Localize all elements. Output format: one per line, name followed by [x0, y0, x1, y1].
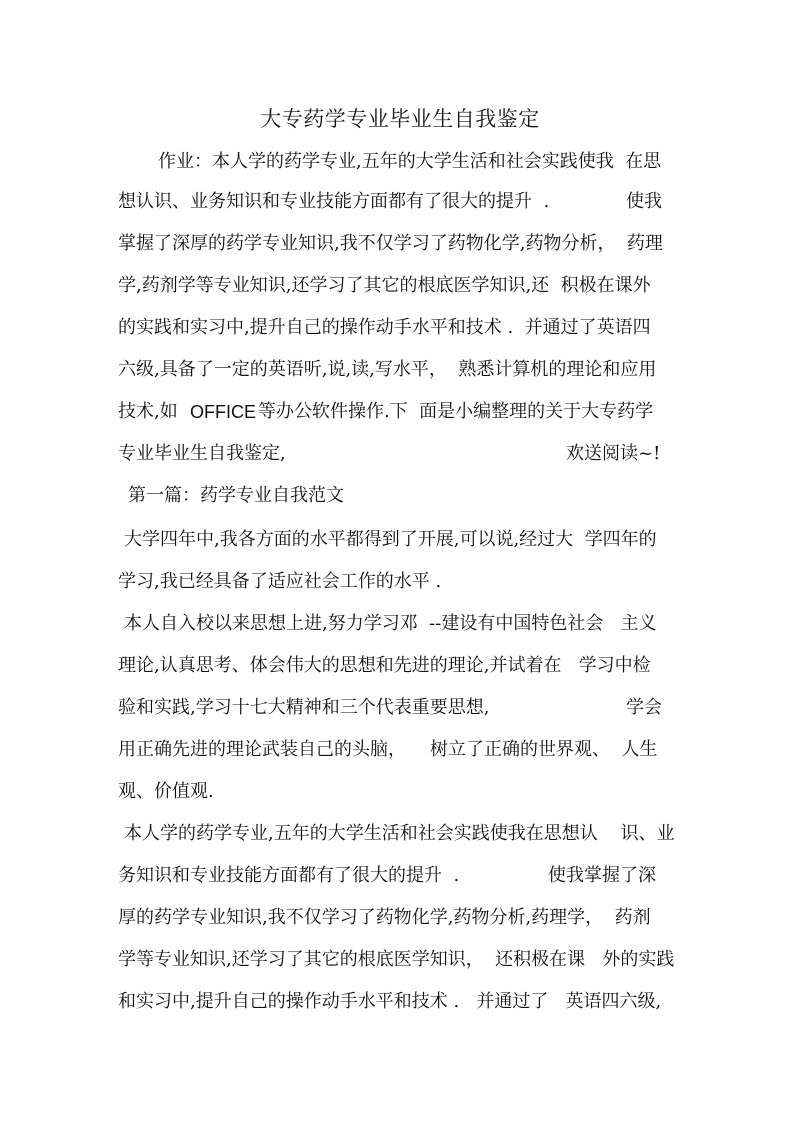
paragraph-line: 欢送阅读~! — [566, 443, 661, 464]
paragraph-line: 六级,具备了一定的英语听,说,读,写水平， 熟悉计算机的理论和应用 — [118, 359, 657, 380]
section-heading: 第一篇：药学专业自我范文 — [128, 485, 344, 506]
paragraph-line: 本人自入校以来思想上进,努力学习邓 --建设有中国特色社会 主义 — [124, 613, 657, 634]
paragraph-line: 作业：本人学的药学专业,五年的大学生活和社会实践使我 在思 — [158, 151, 662, 172]
paragraph-line: 掌握了深厚的药学专业知识,我不仅学习了药物化学,药物分析， 药理 — [118, 233, 663, 254]
paragraph-line: 使我 — [626, 191, 662, 212]
paragraph-line: 学会 — [626, 697, 662, 718]
paragraph-line: 验和实践,学习十七大精神和三个代表重要思想, — [118, 697, 490, 718]
paragraph-line: 和实习中,提升自己的操作动手水平和技术 . 并通过了 英语四六级, — [118, 991, 662, 1012]
paragraph-line: 技术,如 — [118, 401, 178, 422]
paragraph-line: 想认识、业务知识和专业技能方面都有了很大的提升 . — [118, 191, 550, 212]
document-title: 大专药学专业毕业生自我鉴定 — [260, 107, 540, 131]
paragraph-line: 厚的药学专业知识,我不仅学习了药物化学,药物分析,药理学， 药剂 — [118, 907, 651, 928]
paragraph-line: 观、价值观. — [118, 781, 214, 802]
paragraph-line: 大学四年中,我各方面的水平都得到了开展,可以说,经过大 学四年的 — [124, 529, 657, 550]
paragraph-line: 的实践和实习中,提升自己的操作动手水平和技术 . 并通过了英语四 — [118, 317, 651, 338]
paragraph-line: 专业毕业生自我鉴定, — [118, 443, 286, 464]
paragraph-line: 务知识和专业技能方面都有了很大的提升 . — [118, 865, 460, 886]
paragraph-line: 使我掌握了深 — [548, 865, 656, 886]
paragraph-line: 本人学的药学专业,五年的大学生活和社会实践使我在思想认 识、业 — [124, 823, 675, 844]
office-term: OFFICE — [190, 402, 256, 422]
paragraph-line: 理论,认真思考、体会伟大的思想和先进的理论,并试着在 学习中检 — [118, 655, 651, 676]
paragraph-line: 等办公软件操作.下 面是小编整理的关于大专药学 — [258, 401, 654, 422]
paragraph-line: 学习,我已经具备了适应社会工作的水平 . — [118, 571, 442, 592]
paragraph-line: 学,药剂学等专业知识,还学习了其它的根底医学知识,还 积极在课外 — [118, 275, 651, 296]
paragraph-line: 学等专业知识,还学习了其它的根底医学知识， 还积极在课 外的实践 — [118, 949, 675, 970]
paragraph-line: 用正确先进的理论武装自己的头脑， — [118, 739, 406, 760]
paragraph-line: 树立了正确的世界观、 人生 — [430, 739, 658, 760]
